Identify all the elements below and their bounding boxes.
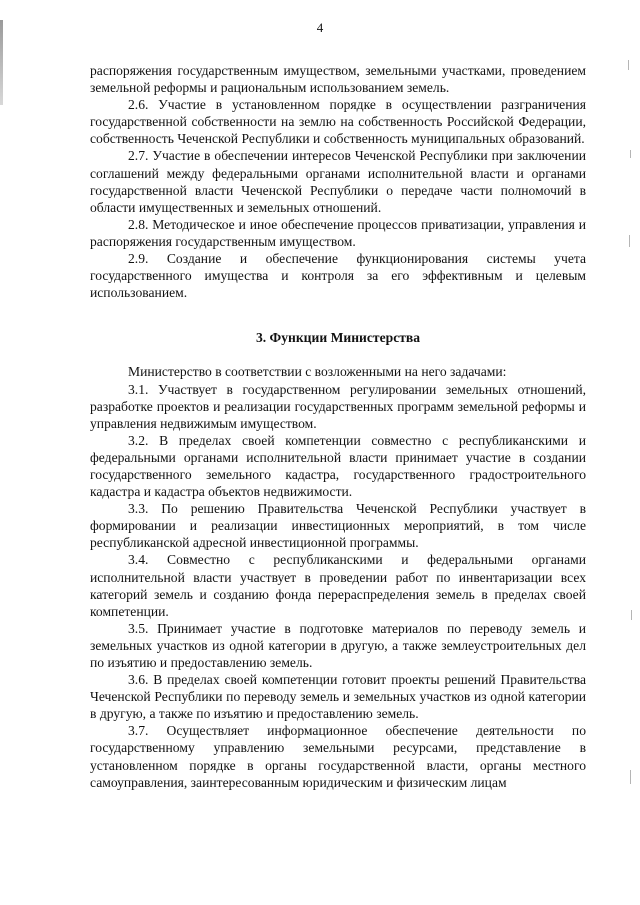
scan-mark [629,235,630,247]
section-2-paragraphs [90,62,586,301]
section-3-paragraphs [90,363,586,790]
scan-mark [630,150,631,158]
scan-mark [631,610,632,620]
paragraph: Министерство в соответствии с возложенными на него задачами: [128,364,507,380]
paragraph: 2.7. Участие в обеспечении интересов Чеченской Республики при заключении соглашений между федеральными органами исполнительной власти и органами государственной власти Чеченской Республики о передаче части полномочий в области имущественных и земельных отношений. [90,148,586,215]
section-heading: 3. Функции Министерства [255,330,421,346]
paragraph: 3.5. Принимает участие в подготовке материалов по переводу земель и земельных участков из одной категории в другую, а также землеустроительных дел по изъятию и предоставлению земель. [90,620,586,670]
scan-mark [630,770,631,784]
scan-mark [628,60,629,70]
paragraph: 3.3. По решению Правительства Чеченской Республики участвует в формировании и реализации инвестиционных мероприятий, в том числе республиканской адресной инвестиционной программы. [90,501,586,551]
paragraph: 3.1. Участвует в государственном регулировании земельных отношений, разработке проектов и реализации государственных программ земельной реформы и управления недвижимым имуществом. [90,381,586,431]
paragraph: 3.7. Осуществляет информационное обеспечение деятельности по государственному управлению земельными ресурсами, представление в установленном порядке в органы государственной власти, органы местного самоуправления, заинтересованным юридическим и физическим лицам [90,723,586,790]
paragraph: 2.9. Создание и обеспечение функционирования системы учета государственного имущества и контроля за его эффективным и целевым использованием. [90,251,586,301]
paragraph: 3.4. Совместно с республиканскими и федеральными органами исполнительной власти участвует в проведении работ по инвентаризации всех категорий земель и созданию фонда перераспределения земель в пределах своей компетенции. [90,552,586,619]
paragraph: распоряжения государственным имуществом, земельными участками, проведением земельной реформы и рациональным использованием земель. [90,63,586,96]
paragraph: 2.6. Участие в установленном порядке в осуществлении разграничения государственной собственности на землю на собственность Российской Федерации, собственность Чеченской Республики и собственность муниципальных образований. [90,97,586,147]
page-number: 4 [316,20,324,35]
paragraph: 2.8. Методическое и иное обеспечение процессов приватизации, управления и распоряжения государственным имуществом. [90,216,586,249]
paragraph: 3.6. В пределах своей компетенции готовит проекты решений Правительства Чеченской Республики по переводу земель и земельных участков из одной категории в другую, а также по изъятию и предоставлению земель. [90,672,586,722]
paragraph: 3.2. В пределах своей компетенции совместно с республиканскими и федеральными органами исполнительной власти принимает участие в создании государственного земельного кадастра, государственного градостроительного кадастра и кадастра объектов недвижимости. [90,432,586,500]
document-body [90,62,586,791]
